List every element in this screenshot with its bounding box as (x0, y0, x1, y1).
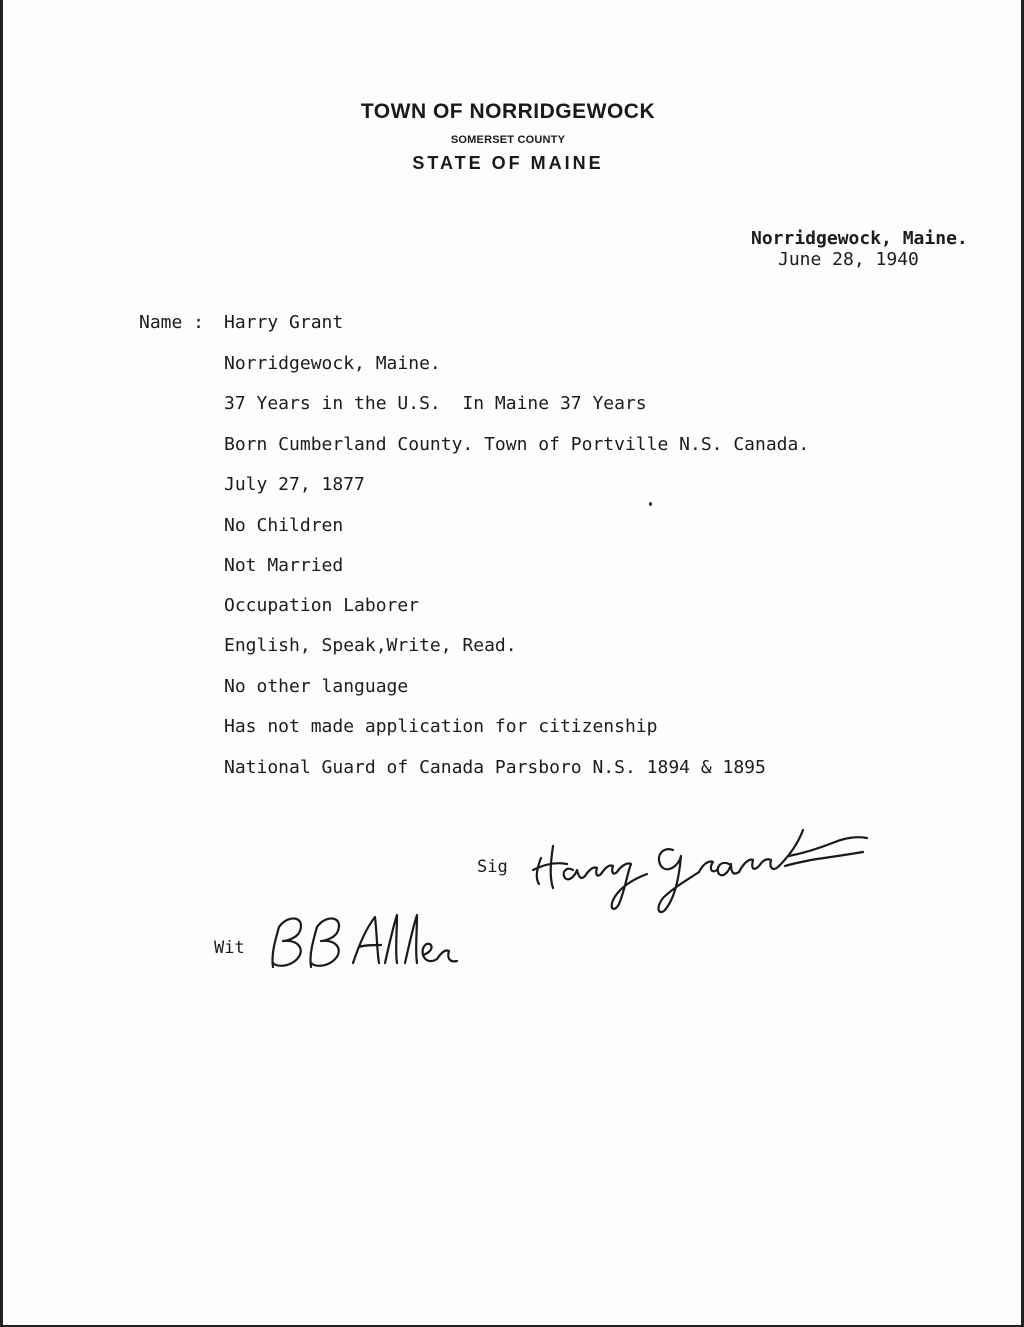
record-years: 37 Years in the U.S. In Maine 37 Years (224, 393, 647, 414)
letterhead-town: TOWN OF NORRIDGEWOCK (360, 100, 656, 123)
name-label: Name : (139, 312, 205, 333)
record-birthdate: July 27, 1877 (224, 474, 365, 495)
handwritten-signature (523, 800, 893, 920)
letterhead-county: SOMERSET COUNTY (450, 134, 566, 146)
record-name: Harry Grant (224, 312, 344, 333)
record-residence: Norridgewock, Maine. (224, 353, 441, 374)
record-marital-status: Not Married (224, 555, 344, 576)
witness-signature (265, 905, 465, 975)
ink-speck (649, 502, 652, 506)
letterhead-state: STATE OF MAINE (412, 153, 604, 173)
dateline-date: June 28, 1940 (778, 249, 919, 270)
record-military: National Guard of Canada Parsboro N.S. 1894 & 1895 (224, 757, 766, 778)
sig-label: Sig (477, 857, 508, 877)
record-citizenship: Has not made application for citizenship (224, 716, 658, 737)
record-birthplace: Born Cumberland County. Town of Portville N.S. Canada. (224, 434, 810, 455)
record-children: No Children (224, 515, 344, 536)
record-occupation: Occupation Laborer (224, 595, 420, 616)
dateline-place: Norridgewock, Maine. (751, 228, 968, 249)
record-english: English, Speak,Write, Read. (224, 635, 517, 656)
record-other-language: No other language (224, 676, 409, 697)
wit-label: Wit (214, 938, 245, 958)
